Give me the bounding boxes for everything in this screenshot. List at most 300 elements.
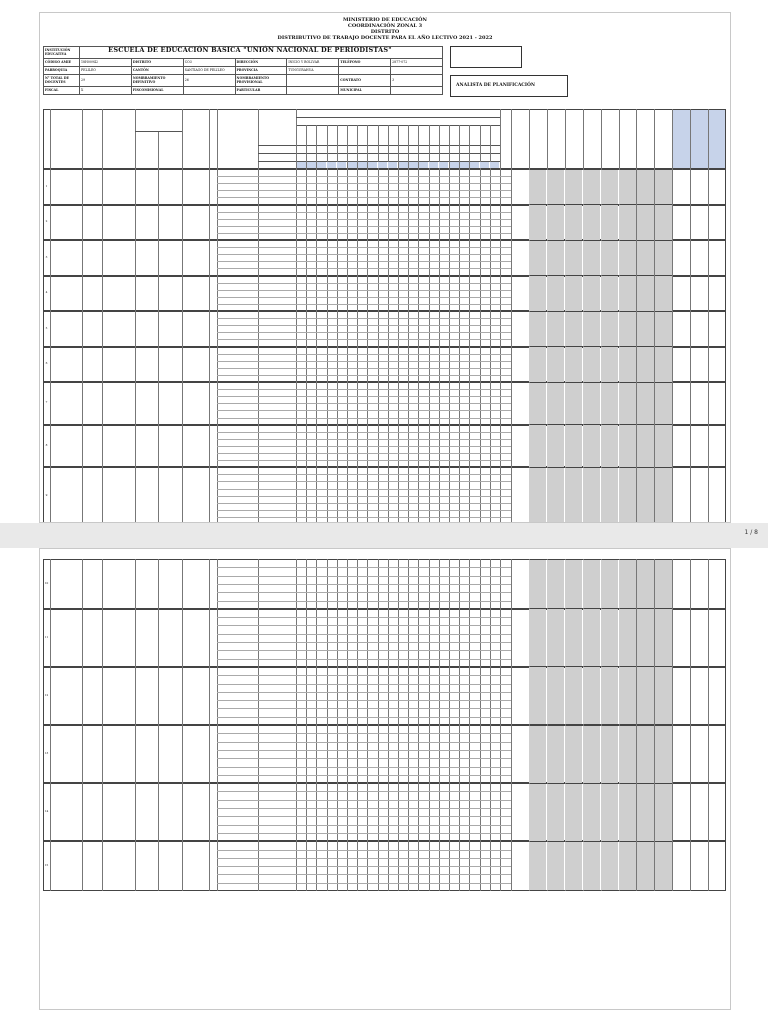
grade-cell-divider (327, 205, 328, 241)
gray-cell (529, 170, 546, 205)
grade-cell-divider (408, 276, 409, 312)
subject-divider (217, 446, 511, 447)
right-cell-divider (708, 347, 709, 383)
grade-count-cell (327, 162, 336, 168)
right-cell-divider (511, 725, 512, 783)
right-cell-divider (708, 609, 709, 667)
grade-cell-divider (429, 276, 430, 312)
gray-cell (655, 784, 672, 841)
right-cell-divider (511, 205, 512, 241)
info-row (44, 47, 443, 59)
subject-divider (217, 742, 511, 743)
grade-cell-divider (357, 240, 358, 276)
right-cell-divider (708, 425, 709, 468)
right-col-highlight (691, 110, 708, 168)
grade-cell-divider (500, 347, 501, 383)
gray-cell (637, 560, 654, 609)
row-divider (82, 667, 83, 725)
right-cell-divider (672, 276, 673, 312)
gray-cell (619, 842, 636, 891)
right-cell-divider (672, 311, 673, 347)
right-cell-divider (672, 467, 673, 523)
grade-cell-divider (347, 205, 348, 241)
grade-cell-divider (306, 205, 307, 241)
subject-divider (217, 733, 511, 734)
right-cell-divider (511, 667, 512, 725)
gray-cell (583, 312, 600, 347)
gray-cell (655, 347, 672, 382)
grade-cell-divider (337, 311, 338, 347)
right-col-divider (619, 109, 620, 169)
right-cell-divider (511, 841, 512, 891)
grade-cell-divider (459, 276, 460, 312)
row-divider (50, 311, 51, 347)
subject-divider (217, 642, 511, 643)
row-divider (158, 841, 159, 891)
grade-cell-divider (316, 347, 317, 383)
row-divider (50, 169, 51, 205)
grade-cell-divider (337, 169, 338, 205)
header-ministry: MINISTERIO DE EDUCACIÓN (342, 17, 427, 23)
right-cell-divider (708, 667, 709, 725)
gray-cell (655, 560, 672, 609)
subject-divider (217, 453, 511, 454)
gray-cell (655, 383, 672, 425)
grade-cell-divider (327, 169, 328, 205)
subject-divider (217, 354, 511, 355)
row-divider (135, 609, 136, 667)
grade-cell-divider (490, 347, 491, 383)
grade-cell-divider (378, 240, 379, 276)
right-cell-divider (672, 841, 673, 891)
row-divider (50, 425, 51, 468)
right-cell-divider (708, 382, 709, 425)
info-cell: X (80, 87, 132, 95)
subject-divider (217, 503, 511, 504)
row-divider (102, 169, 103, 205)
gray-cell (565, 170, 582, 205)
row-divider (50, 240, 51, 276)
grade-cell-divider (439, 311, 440, 347)
gray-cell (547, 842, 564, 891)
right-cell-divider (690, 347, 691, 383)
grade-cell-divider (469, 169, 470, 205)
row-divider (82, 559, 83, 609)
header-divider (258, 153, 500, 154)
subject-divider (217, 432, 511, 433)
right-cell-divider (511, 240, 512, 276)
gray-cell (529, 205, 546, 240)
grade-cell-divider (500, 240, 501, 276)
gray-cell (583, 170, 600, 205)
right-cell-divider (672, 240, 673, 276)
subject-divider (217, 247, 511, 248)
grade-cell-divider (316, 205, 317, 241)
gray-cell (637, 842, 654, 891)
subject-divider (217, 510, 511, 511)
row-divider (209, 425, 210, 468)
grade-cell-divider (398, 205, 399, 241)
gray-cell (529, 468, 546, 523)
gray-cell (565, 241, 582, 276)
info-cell: DIRECCIÓN (235, 59, 287, 67)
subject-divider (217, 403, 511, 404)
subject-divider (217, 791, 511, 792)
grade-cell-divider (449, 240, 450, 276)
grade-cell-divider (449, 169, 450, 205)
grade-cell-divider (408, 311, 409, 347)
gray-cell (619, 667, 636, 724)
grade-count-cell (460, 162, 469, 168)
row-divider (209, 347, 210, 383)
subject-divider (217, 197, 511, 198)
right-cell-divider (511, 276, 512, 312)
grade-count-cell (348, 162, 357, 168)
grade-cell-divider (306, 311, 307, 347)
gray-cell (529, 726, 546, 783)
grade-cell-divider (357, 311, 358, 347)
info-cell: PARTICULAR (235, 87, 287, 95)
info-row (44, 75, 443, 87)
row-divider (102, 467, 103, 523)
row-divider (102, 240, 103, 276)
grade-cell-divider (429, 169, 430, 205)
right-cell-divider (690, 609, 691, 667)
gray-cell (637, 667, 654, 724)
gray-cell (547, 276, 564, 311)
subject-divider (217, 866, 511, 867)
grade-cell-divider (347, 311, 348, 347)
row-divider (182, 841, 183, 891)
row-divider (135, 725, 136, 783)
row-divider (102, 783, 103, 841)
row-divider (82, 425, 83, 468)
gray-cell (565, 276, 582, 311)
row-number: 10 (44, 581, 49, 585)
info-cell (339, 67, 391, 75)
info-cell (287, 75, 339, 87)
right-cell-divider (672, 783, 673, 841)
grade-cell-divider (306, 240, 307, 276)
grade-count-cell (358, 162, 367, 168)
right-col-divider (547, 109, 548, 169)
grade-cell-divider (296, 347, 297, 383)
row-divider (209, 725, 210, 783)
right-cell-divider (690, 425, 691, 468)
subject-divider (217, 318, 511, 319)
grade-cell-divider (408, 347, 409, 383)
gray-cell (583, 425, 600, 467)
subject-divider (217, 439, 511, 440)
row-divider (258, 169, 259, 205)
row-divider (258, 276, 259, 312)
row-divider (182, 467, 183, 523)
gray-cell (601, 842, 618, 891)
grade-cell-divider (357, 205, 358, 241)
grade-cell-divider (469, 347, 470, 383)
grade-cell-divider (398, 311, 399, 347)
row-divider (102, 609, 103, 667)
right-cell-divider (708, 841, 709, 891)
gray-cell (547, 170, 564, 205)
right-cell-divider (511, 169, 512, 205)
grade-cell-divider (469, 205, 470, 241)
gray-cell (655, 205, 672, 240)
row-divider (102, 425, 103, 468)
gray-cell (565, 726, 582, 783)
right-cell-divider (690, 467, 691, 523)
gray-cell (619, 425, 636, 467)
header-divider (500, 109, 501, 169)
grade-count-cell (409, 162, 418, 168)
row-divider (182, 609, 183, 667)
row-divider (217, 347, 218, 383)
gray-cell (529, 560, 546, 609)
row-number: 12 (44, 693, 49, 697)
subject-divider (217, 634, 511, 635)
info-cell: FISCOMISIONAL (131, 87, 183, 95)
gray-cell (583, 667, 600, 724)
gray-cell (655, 312, 672, 347)
header-divider (158, 131, 159, 169)
gray-cell (619, 241, 636, 276)
grade-cell-divider (388, 205, 389, 241)
row-number: 3 (45, 255, 48, 259)
grade-cell-divider (449, 276, 450, 312)
subject-divider (217, 212, 511, 213)
grade-cell-divider (388, 311, 389, 347)
grade-cell-divider (480, 205, 481, 241)
row-divider (182, 559, 183, 609)
info-cell: CONTRATO (339, 75, 391, 87)
grade-cell-divider (480, 311, 481, 347)
info-cell (80, 47, 443, 59)
row-divider (182, 725, 183, 783)
gray-cell (655, 425, 672, 467)
row-number: 9 (45, 493, 48, 497)
right-cell-divider (690, 841, 691, 891)
grade-cell-divider (327, 276, 328, 312)
grade-cell-divider (296, 276, 297, 312)
grade-cell-divider (327, 347, 328, 383)
page-separator (0, 523, 768, 548)
right-cell-divider (672, 609, 673, 667)
grade-cell-divider (459, 311, 460, 347)
subject-divider (217, 418, 511, 419)
grade-cell-divider (429, 240, 430, 276)
header-divider (82, 109, 83, 169)
row-divider (158, 311, 159, 347)
gray-cell (547, 425, 564, 467)
row-number: 8 (45, 443, 48, 447)
right-cell-divider (672, 382, 673, 425)
gray-cell (619, 784, 636, 841)
grade-cell-divider (469, 311, 470, 347)
gray-cell (619, 468, 636, 523)
right-cell-divider (708, 311, 709, 347)
row-divider (182, 347, 183, 383)
grade-count-cell (297, 162, 306, 168)
gray-cell (619, 609, 636, 666)
row-divider (102, 276, 103, 312)
subject-divider (217, 183, 511, 184)
gray-cell (565, 667, 582, 724)
row-divider (50, 667, 51, 725)
gray-cell (547, 312, 564, 347)
grade-cell-divider (418, 205, 419, 241)
row-divider (135, 783, 136, 841)
row-divider (50, 783, 51, 841)
grade-cell-divider (337, 205, 338, 241)
grade-count-cell (317, 162, 326, 168)
row-divider (158, 667, 159, 725)
gray-cell (601, 241, 618, 276)
grade-cell-divider (347, 347, 348, 383)
row-divider (50, 559, 51, 609)
row-number: 6 (45, 362, 48, 366)
grade-cell-divider (408, 240, 409, 276)
row-divider (217, 311, 218, 347)
gray-cell (565, 347, 582, 382)
header-district: DISTRITO (370, 29, 400, 35)
gray-cell (565, 383, 582, 425)
right-cell-divider (690, 205, 691, 241)
row-divider (135, 382, 136, 425)
row-divider (135, 559, 136, 609)
row-divider (102, 311, 103, 347)
grade-cell-divider (327, 311, 328, 347)
subject-divider (217, 339, 511, 340)
grade-cell-divider (316, 311, 317, 347)
grade-cell-divider (490, 311, 491, 347)
subject-divider (217, 481, 511, 482)
info-cell: 18H00942 (80, 59, 132, 67)
grade-count-cell (368, 162, 377, 168)
gray-cell (601, 383, 618, 425)
row-divider (50, 609, 51, 667)
right-cell-divider (672, 169, 673, 205)
subject-divider (217, 233, 511, 234)
info-cell: 2877-072 (391, 59, 443, 67)
right-cell-divider (672, 667, 673, 725)
grade-cell-divider (439, 205, 440, 241)
grade-cell-divider (378, 205, 379, 241)
row-divider (158, 609, 159, 667)
school-name: ESCUELA DE EDUCACIÓN BÁSICA "UNIÓN NACIONAL DE PERIODISTAS" (108, 46, 392, 54)
subject-divider (217, 816, 511, 817)
right-col-divider (636, 109, 637, 169)
info-cell: FISCAL (44, 87, 80, 95)
gray-cell (583, 205, 600, 240)
right-cell-divider (511, 425, 512, 468)
row-divider (82, 169, 83, 205)
gray-cell (547, 205, 564, 240)
row-divider (82, 382, 83, 425)
info-cell: INICIO Y BOLIVAR (287, 59, 339, 67)
gray-cell (565, 842, 582, 891)
grade-cell-divider (378, 169, 379, 205)
header-title: DISTRIBUTIVO DE TRABAJO DOCENTE PARA EL AÑO LECTIVO 2021 - 2022 (277, 35, 493, 41)
right-cell-divider (511, 382, 512, 425)
right-cell-divider (672, 205, 673, 241)
gray-cell (529, 425, 546, 467)
row-divider (82, 783, 83, 841)
row-divider (82, 276, 83, 312)
empty-box (450, 46, 522, 68)
header-coordination: COORDINACIÓN ZONAL 3 (347, 23, 423, 29)
subject-divider (217, 592, 511, 593)
gray-cell (637, 784, 654, 841)
row-divider (102, 205, 103, 241)
info-cell: NOMBRAMIENTO DEFINITIVO (131, 75, 183, 87)
row-divider (135, 205, 136, 241)
subject-divider (217, 261, 511, 262)
row-divider (258, 311, 259, 347)
subject-divider (217, 460, 511, 461)
info-cell: INSTITUCIÓN EDUCATIVA (44, 47, 80, 59)
subject-divider (217, 692, 511, 693)
subject-divider (217, 576, 511, 577)
gray-cell (565, 312, 582, 347)
row-divider (135, 841, 136, 891)
document-page-1 (39, 12, 731, 523)
row-divider (209, 559, 210, 609)
gray-cell (619, 347, 636, 382)
row-number: 14 (44, 810, 49, 814)
gray-cell (601, 205, 618, 240)
info-cell: 3 (391, 75, 443, 87)
info-cell: PROVINCIA (235, 67, 287, 75)
row-number: 13 (44, 752, 49, 756)
grade-cell-divider (459, 240, 460, 276)
info-cell (183, 87, 235, 95)
row-divider (217, 205, 218, 241)
row-divider (135, 169, 136, 205)
gray-cell (529, 241, 546, 276)
gray-cell (547, 468, 564, 523)
gray-cell (529, 609, 546, 666)
row-divider (258, 347, 259, 383)
gray-cell (583, 560, 600, 609)
gray-cell (583, 726, 600, 783)
subject-divider (217, 758, 511, 759)
info-cell: TELÉFONO (339, 59, 391, 67)
right-cell-divider (511, 609, 512, 667)
row-divider (82, 240, 83, 276)
gray-cell (655, 726, 672, 783)
header-divider (296, 117, 500, 118)
info-row (44, 87, 443, 95)
right-col-highlight (709, 110, 726, 168)
subject-divider (217, 361, 511, 362)
info-cell (391, 87, 443, 95)
gray-cell (565, 609, 582, 666)
gray-cell (601, 667, 618, 724)
row-divider (135, 311, 136, 347)
gray-cell (655, 276, 672, 311)
row-divider (102, 382, 103, 425)
gray-cell (601, 560, 618, 609)
grade-cell-divider (429, 311, 430, 347)
right-cell-divider (672, 425, 673, 468)
subject-divider (217, 708, 511, 709)
grade-cell-divider (347, 240, 348, 276)
row-divider (158, 205, 159, 241)
header-divider (135, 109, 136, 169)
info-cell: CANTÓN (131, 67, 183, 75)
subject-divider (217, 325, 511, 326)
subject-divider (217, 304, 511, 305)
